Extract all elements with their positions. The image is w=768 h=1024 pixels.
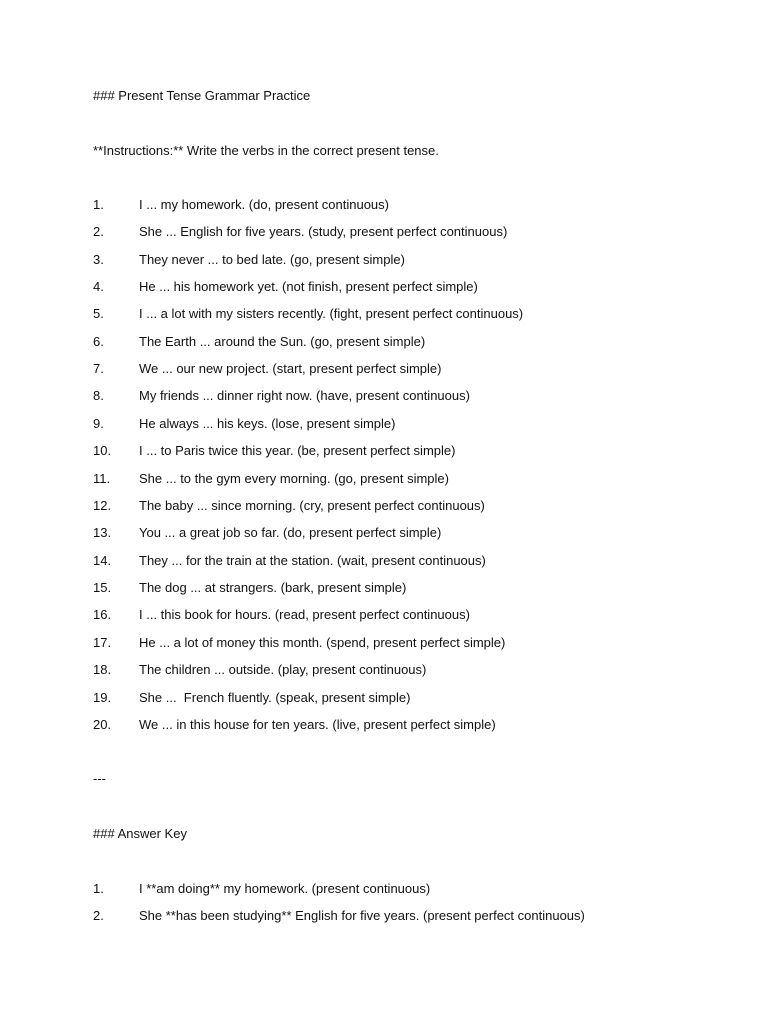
item-text: He ... a lot of money this month. (spend, present perfect simple)	[139, 635, 506, 650]
list-item	[93, 553, 713, 569]
list-item	[93, 635, 713, 651]
list-item	[93, 416, 713, 432]
item-number: 12.	[93, 498, 112, 513]
item-text: You ... a great job so far. (do, present perfect simple)	[139, 525, 442, 540]
item-text: The dog ... at strangers. (bark, present simple)	[139, 580, 407, 595]
item-text: She ... to the gym every morning. (go, present simple)	[139, 471, 449, 486]
list-item	[93, 525, 713, 541]
item-number: 1.	[93, 881, 104, 896]
page-title: ### Present Tense Grammar Practice	[93, 88, 311, 103]
item-text: She ... French fluently. (speak, present simple)	[139, 690, 411, 705]
item-number: 18.	[93, 662, 112, 677]
list-item	[93, 607, 713, 623]
item-text: I ... my homework. (do, present continuous)	[139, 197, 389, 212]
item-text: He ... his homework yet. (not finish, present perfect simple)	[139, 279, 478, 294]
list-item	[93, 279, 713, 295]
list-item	[93, 252, 713, 268]
item-text: They never ... to bed late. (go, present simple)	[139, 252, 405, 267]
item-number: 2.	[93, 908, 104, 923]
item-text: He always ... his keys. (lose, present simple)	[139, 416, 396, 431]
list-item	[93, 224, 713, 240]
item-text: The baby ... since morning. (cry, present perfect continuous)	[139, 498, 485, 513]
list-item	[93, 690, 713, 706]
item-text: We ... in this house for ten years. (live, present perfect simple)	[139, 717, 496, 732]
list-item	[93, 306, 713, 322]
item-text: The Earth ... around the Sun. (go, present simple)	[139, 334, 426, 349]
list-item	[93, 498, 713, 514]
item-number: 11.	[93, 471, 111, 486]
item-text: The children ... outside. (play, present continuous)	[139, 662, 427, 677]
list-item	[93, 197, 713, 213]
list-item	[93, 717, 713, 733]
item-number: 6.	[93, 334, 104, 349]
list-item	[93, 580, 713, 596]
item-text: My friends ... dinner right now. (have, present continuous)	[139, 388, 470, 403]
section-separator: ---	[93, 771, 106, 786]
item-number: 16.	[93, 607, 112, 622]
item-text: She ... English for five years. (study, present perfect continuous)	[139, 224, 508, 239]
item-number: 17.	[93, 635, 112, 650]
item-number: 10.	[93, 443, 112, 458]
list-item	[93, 662, 713, 678]
item-number: 2.	[93, 224, 104, 239]
item-number: 13.	[93, 525, 112, 540]
list-item	[93, 443, 713, 459]
item-number: 15.	[93, 580, 112, 595]
list-item	[93, 471, 713, 487]
item-text: I **am doing** my homework. (present continuous)	[139, 881, 431, 896]
item-number: 8.	[93, 388, 104, 403]
list-item	[93, 388, 713, 404]
item-number: 1.	[93, 197, 104, 212]
instructions: **Instructions:** Write the verbs in the correct present tense.	[93, 143, 439, 158]
answer-key-title: ### Answer Key	[93, 826, 187, 841]
item-text: They ... for the train at the station. (wait, present continuous)	[139, 553, 486, 568]
item-text: I ... this book for hours. (read, present perfect continuous)	[139, 607, 470, 622]
list-item	[93, 361, 713, 377]
item-number: 14.	[93, 553, 112, 568]
item-number: 19.	[93, 690, 112, 705]
item-number: 3.	[93, 252, 104, 267]
item-number: 5.	[93, 306, 104, 321]
item-text: I ... a lot with my sisters recently. (fight, present perfect continuous)	[139, 306, 524, 321]
item-number: 9.	[93, 416, 104, 431]
list-item	[93, 908, 713, 924]
item-number: 4.	[93, 279, 104, 294]
list-item	[93, 881, 713, 897]
item-text: She **has been studying** English for five years. (present perfect continuous)	[139, 908, 585, 923]
item-text: We ... our new project. (start, present perfect simple)	[139, 361, 442, 376]
list-item	[93, 334, 713, 350]
item-number: 7.	[93, 361, 104, 376]
item-number: 20.	[93, 717, 112, 732]
item-text: I ... to Paris twice this year. (be, present perfect simple)	[139, 443, 456, 458]
